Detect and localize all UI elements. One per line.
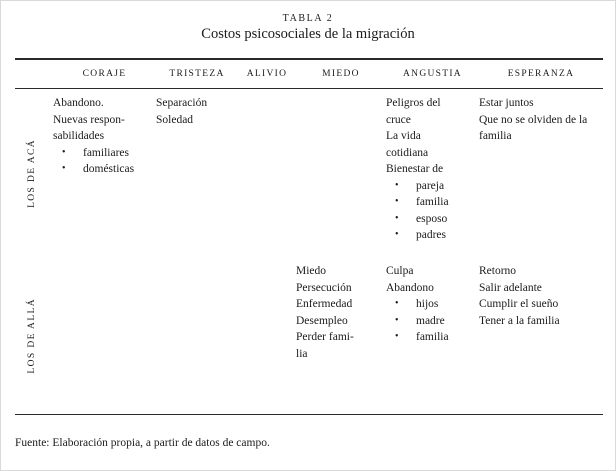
- cell-alla-alivio: [238, 257, 296, 414]
- cell-bullet-item: [53, 145, 148, 162]
- bullet-icon: •: [395, 298, 399, 309]
- cell-aca-alivio: [238, 89, 296, 257]
- cell-bullet-item: [386, 194, 471, 211]
- cell-text-line: Tener a la familia: [479, 314, 560, 327]
- cell-bullet-item: [386, 329, 471, 346]
- cell-text-line: Miedo: [296, 265, 327, 277]
- row-header-los-de-alla: LOS DE ALLÁ: [27, 297, 37, 374]
- cell-text-line: cruce: [386, 113, 411, 126]
- cell-text-line: Culpa: [386, 265, 414, 277]
- cell-aca-tristeza: [156, 89, 238, 257]
- cell-text-line: Separación: [156, 97, 208, 109]
- row-header-los-de-aca: LOS DE ACÁ: [27, 138, 37, 208]
- cell-text-line: Soledad: [156, 113, 194, 126]
- bullet-text: esposo: [416, 212, 448, 225]
- cell-bullet-item: [386, 313, 471, 330]
- bullet-icon: •: [395, 331, 399, 342]
- bullet-text: pareja: [416, 179, 445, 192]
- bullet-icon: •: [395, 196, 399, 207]
- cell-alla-angustia: [386, 257, 479, 414]
- cell-aca-angustia: [386, 89, 479, 257]
- cell-text-line: Bienestar de: [386, 163, 444, 175]
- cell-text-line: Perder fami-: [296, 331, 354, 343]
- cell-bullet-item: [386, 178, 471, 195]
- bullet-icon: •: [395, 314, 399, 326]
- table-row-los-de-aca: [15, 89, 603, 257]
- cell-aca-miedo: [296, 89, 386, 257]
- cell-text-line: Salir adelante: [479, 281, 542, 294]
- bullet-icon: •: [62, 163, 66, 174]
- bullet-text: hijos: [416, 298, 439, 310]
- bullet-text: domésticas: [83, 163, 135, 175]
- cell-text-line: Que no se olviden de la: [479, 113, 588, 126]
- cell-text-line: familia: [479, 130, 512, 142]
- cell-text-line: Desempleo: [296, 314, 348, 327]
- cell-text-line: La vida: [386, 130, 421, 142]
- cell-aca-coraje: [53, 89, 156, 257]
- column-header-alivio: ALIVIO: [246, 69, 288, 79]
- cell-bullet-item: [386, 296, 471, 313]
- cell-text-line: sabilidades: [53, 130, 105, 142]
- cell-aca-esperanza: [479, 89, 603, 257]
- cell-alla-coraje: [53, 257, 156, 414]
- column-header-coraje: CORAJE: [82, 69, 127, 79]
- cell-text-line: Persecución: [296, 281, 352, 294]
- table-body: [15, 89, 603, 415]
- bullet-icon: •: [395, 229, 399, 240]
- bullet-text: familia: [416, 196, 449, 208]
- bullet-text: padres: [416, 229, 447, 241]
- cell-bullet-item: [386, 227, 471, 244]
- cell-text-line: Cumplir el sueño: [479, 298, 559, 310]
- cell-text-line: Nuevas respon-: [53, 113, 125, 126]
- table-title: Costos psicosociales de la migración: [201, 26, 415, 42]
- table-header-row: [15, 58, 603, 89]
- table-row-los-de-alla: [15, 257, 603, 414]
- source-note: Fuente: Elaboración propia, a partir de datos de campo.: [15, 437, 270, 449]
- table-caption: [15, 13, 601, 43]
- cell-text-line: Abandono.: [53, 97, 104, 109]
- cell-text-line: Estar juntos: [479, 97, 534, 109]
- bullet-text: madre: [416, 314, 445, 327]
- cell-text-line: Abandono: [386, 281, 434, 294]
- bullet-icon: •: [395, 212, 399, 224]
- cell-text-line: lia: [296, 347, 308, 360]
- bullet-icon: •: [62, 146, 66, 158]
- column-header-tristeza: TRISTEZA: [169, 69, 225, 79]
- psychosocial-costs-table: [15, 58, 603, 415]
- cell-bullet-item: [53, 161, 148, 178]
- cell-alla-esperanza: [479, 257, 603, 414]
- row-header-cell: [15, 89, 53, 257]
- cell-alla-miedo: [296, 257, 386, 414]
- column-header-angustia: ANGUSTIA: [403, 69, 462, 79]
- column-header-miedo: MIEDO: [322, 69, 360, 79]
- column-header-esperanza: ESPERANZA: [507, 69, 575, 79]
- bullet-text: familiares: [83, 146, 129, 159]
- bullet-icon: •: [395, 179, 399, 191]
- cell-text-line: cotidiana: [386, 146, 429, 159]
- cell-bullet-item: [386, 211, 471, 228]
- cell-text-line: Peligros del: [386, 97, 441, 109]
- row-header-cell: [15, 257, 53, 414]
- bullet-text: familia: [416, 331, 449, 343]
- table-number-label: TABLA 2: [282, 13, 334, 24]
- cell-text-line: Enfermedad: [296, 298, 353, 310]
- cell-alla-tristeza: [156, 257, 238, 414]
- cell-text-line: Retorno: [479, 265, 517, 277]
